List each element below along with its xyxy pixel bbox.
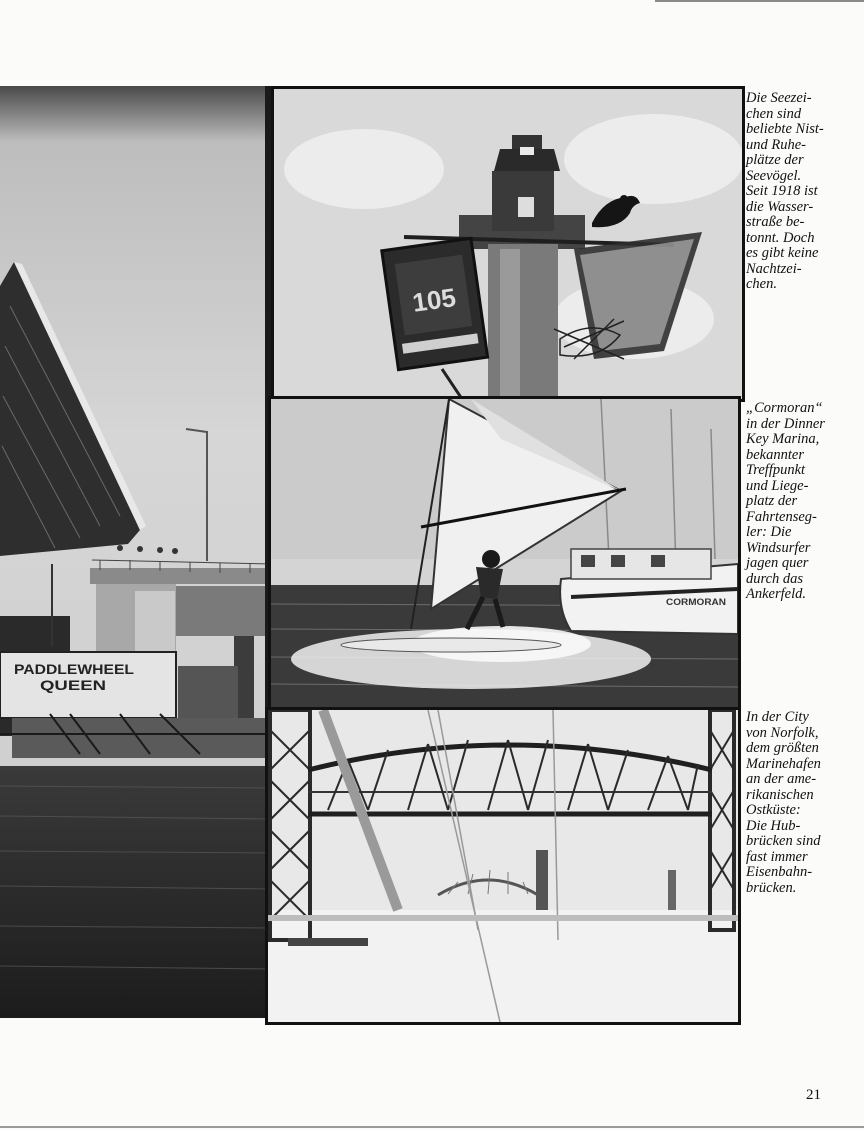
page-number: 21 — [806, 1087, 821, 1103]
boat-name: CORMORAN — [666, 597, 726, 607]
boat-sign-line2: QUEEN — [40, 677, 106, 693]
top-rule — [655, 0, 864, 2]
caption-cormoran: „Cormoran“ in der Dinner Key Marina, bekannter Treffpunkt und Liege- platz der Fahrtenseg- ler: Die Windsurfer jagen quer durch das Ankerfeld. — [746, 400, 825, 602]
bottom-rule — [0, 1126, 864, 1128]
photo-windsurfer — [271, 399, 738, 709]
caption-channel-markers: Die Seezei- chen sind beliebte Nist- und Ruhe- plätze der Seevögel. Seit 1918 ist die Wasser- straße be- tonnt. Doch es gibt keine Nachtzei- chen. — [746, 90, 824, 292]
caption-norfolk: In der City von Norfolk, dem größten Marinehafen an der ame- rikanischen Ostküste: Die Hub- brücken sind fast immer Eisenbahn- brücken. — [746, 709, 821, 896]
boat-sign-line1: PADDLEWHEEL — [14, 661, 135, 677]
photo-bascule-bridge — [0, 86, 272, 1018]
photo-lift-bridge — [268, 710, 738, 1022]
photo-channel-marker — [274, 89, 742, 399]
marker-sign-number: 105 — [410, 282, 458, 318]
